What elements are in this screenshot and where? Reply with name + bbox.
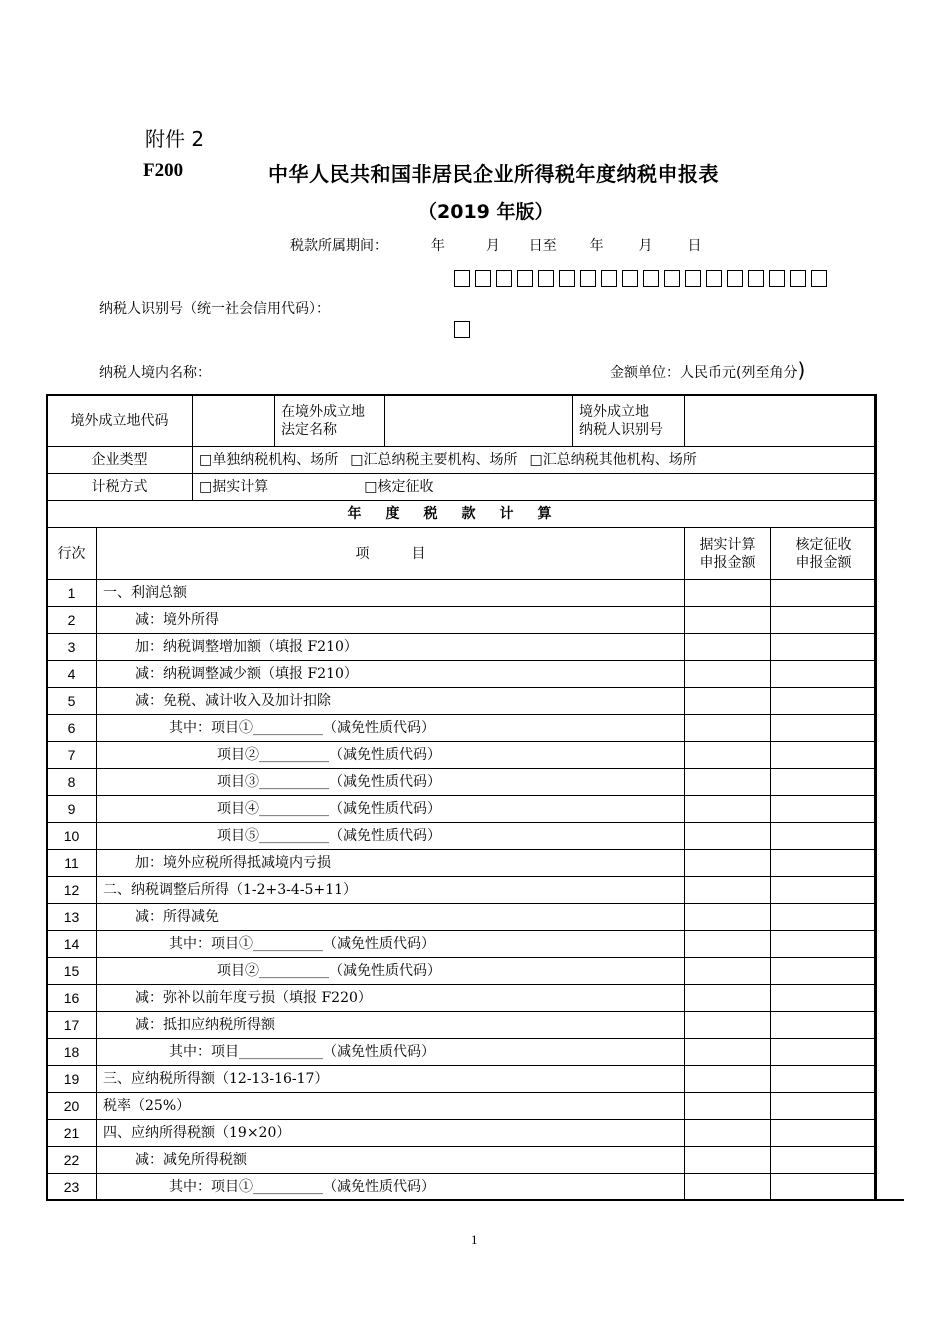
table-row <box>47 580 877 607</box>
deemed-amount-cell[interactable] <box>771 688 877 715</box>
foreign-taxid-label <box>573 395 685 447</box>
foreign-code-value[interactable] <box>193 395 275 447</box>
table-row <box>47 1012 877 1039</box>
taxpayer-id-boxes-row2[interactable] <box>454 321 475 342</box>
foreign-legal-name-label <box>275 395 385 447</box>
row-item: 加：境外应税所得抵减境内亏损 <box>97 850 685 877</box>
row-item: 减：纳税调整减少额（填报 F210） <box>97 661 685 688</box>
actual-amount-cell[interactable] <box>685 607 771 634</box>
actual-amount-cell[interactable] <box>685 742 771 769</box>
row-item: 项目③__________（减免性质代码） <box>97 769 685 796</box>
enterprise-type-single-checkbox[interactable]: □单独纳税机构、场所 <box>199 452 339 468</box>
actual-amount-cell[interactable] <box>685 877 771 904</box>
enterprise-type-options <box>193 447 877 474</box>
column-header-row <box>47 528 877 580</box>
calc-rows <box>47 580 877 1201</box>
deemed-amount-cell[interactable] <box>771 1174 877 1201</box>
row-item: 项目④__________（减免性质代码） <box>97 796 685 823</box>
table-row <box>47 850 877 877</box>
period-end-year: 年 <box>589 238 604 254</box>
tax-method-label: 计税方式 <box>47 474 193 501</box>
table-row <box>47 769 877 796</box>
id-char-box[interactable] <box>538 270 554 287</box>
section-title: 年度税款计算 <box>47 501 877 528</box>
period-end-month: 月 <box>638 238 653 254</box>
form-code: F200 <box>143 160 184 181</box>
foreign-taxid-value[interactable] <box>685 395 877 447</box>
info-row-tax-method <box>47 474 877 501</box>
period-start-month: 月 <box>485 238 500 254</box>
id-char-box[interactable] <box>580 270 596 287</box>
deemed-amount-cell[interactable] <box>771 1012 877 1039</box>
deemed-amount-cell[interactable] <box>771 931 877 958</box>
id-char-box[interactable] <box>559 270 575 287</box>
amount-unit-label <box>610 358 806 382</box>
deemed-amount-cell[interactable] <box>771 877 877 904</box>
tax-method-actual-checkbox[interactable]: □据实计算 <box>199 479 269 495</box>
taxpayer-id-boxes[interactable] <box>454 270 832 291</box>
table-row <box>47 715 877 742</box>
row-number: 11 <box>47 850 97 877</box>
table-row <box>47 796 877 823</box>
row-item: 加：纳税调整增加额（填报 F210） <box>97 634 685 661</box>
col-header-actual <box>685 528 771 580</box>
actual-amount-cell[interactable] <box>685 958 771 985</box>
table-row <box>47 661 877 688</box>
id-char-box[interactable] <box>664 270 680 287</box>
deemed-amount-cell[interactable] <box>771 1147 877 1174</box>
actual-amount-cell[interactable] <box>685 715 771 742</box>
deemed-amount-cell[interactable] <box>771 985 877 1012</box>
row-number: 13 <box>47 904 97 931</box>
actual-amount-cell[interactable] <box>685 1147 771 1174</box>
table-row <box>47 1066 877 1093</box>
table-tail-line <box>876 1199 904 1201</box>
row-item: 减：弥补以前年度亏损（填报 F220） <box>97 985 685 1012</box>
section-title-row <box>47 501 877 528</box>
id-char-box[interactable] <box>601 270 617 287</box>
deemed-amount-cell[interactable] <box>771 958 877 985</box>
foreign-legal-name-value[interactable] <box>385 395 573 447</box>
table-row <box>47 634 877 661</box>
actual-amount-cell[interactable] <box>685 634 771 661</box>
deemed-amount-cell[interactable] <box>771 715 877 742</box>
actual-amount-cell[interactable] <box>685 823 771 850</box>
deemed-amount-cell[interactable] <box>771 769 877 796</box>
tax-method-deemed-checkbox[interactable]: □核定征收 <box>364 479 434 495</box>
deemed-amount-cell[interactable] <box>771 1066 877 1093</box>
col-header-actual-1: 据实计算 <box>699 536 756 553</box>
row-item: 减：减免所得税额 <box>97 1147 685 1174</box>
actual-amount-cell[interactable] <box>685 904 771 931</box>
id-char-box[interactable] <box>496 270 512 287</box>
row-item: 减：所得减免 <box>97 904 685 931</box>
row-number: 23 <box>47 1174 97 1201</box>
id-char-box[interactable] <box>454 270 470 287</box>
tax-method-options <box>193 474 877 501</box>
row-item: 项目②__________（减免性质代码） <box>97 742 685 769</box>
row-number: 15 <box>47 958 97 985</box>
id-char-box[interactable] <box>748 270 764 287</box>
row-item: 税率（25%） <box>97 1093 685 1120</box>
period-start-day: 日至 <box>528 238 557 254</box>
row-item: 四、应纳所得税额（19×20） <box>97 1120 685 1147</box>
row-item: 二、纳税调整后所得（1-2+3-4-5+11） <box>97 877 685 904</box>
col-header-deemed <box>771 528 877 580</box>
deemed-amount-cell[interactable] <box>771 742 877 769</box>
info-row-enterprise-type <box>47 447 877 474</box>
col-header-deemed-2: 申报金额 <box>795 554 852 571</box>
actual-amount-cell[interactable] <box>685 688 771 715</box>
attachment-label: 附件 2 <box>145 127 205 151</box>
row-item: 其中：项目____________（减免性质代码） <box>97 1039 685 1066</box>
row-number: 20 <box>47 1093 97 1120</box>
actual-amount-cell[interactable] <box>685 985 771 1012</box>
declaration-table <box>46 394 877 1201</box>
deemed-amount-cell[interactable] <box>771 580 877 607</box>
actual-amount-cell[interactable] <box>685 1093 771 1120</box>
row-number: 14 <box>47 931 97 958</box>
deemed-amount-cell[interactable] <box>771 904 877 931</box>
deemed-amount-cell[interactable] <box>771 1120 877 1147</box>
row-item: 减：境外所得 <box>97 607 685 634</box>
row-number: 4 <box>47 661 97 688</box>
form-version: （2019 年版） <box>418 201 554 223</box>
deemed-amount-cell[interactable] <box>771 1093 877 1120</box>
enterprise-type-other-checkbox[interactable]: □汇总纳税其他机构、场所 <box>529 452 697 468</box>
table-row <box>47 1174 877 1201</box>
foreign-taxid-label-2: 纳税人识别号 <box>579 421 664 438</box>
row-number: 16 <box>47 985 97 1012</box>
form-title: 中华人民共和国非居民企业所得税年度纳税申报表 <box>268 162 719 186</box>
taxpayer-id-label: 纳税人识别号（统一社会信用代码）： <box>99 301 330 317</box>
actual-amount-cell[interactable] <box>685 1012 771 1039</box>
table-row <box>47 607 877 634</box>
actual-amount-cell[interactable] <box>685 580 771 607</box>
col-header-actual-2: 申报金额 <box>699 554 756 571</box>
actual-amount-cell[interactable] <box>685 931 771 958</box>
id-char-box[interactable] <box>706 270 722 287</box>
row-number: 19 <box>47 1066 97 1093</box>
period-start-year: 年 <box>430 238 445 254</box>
table-row <box>47 958 877 985</box>
actual-amount-cell[interactable] <box>685 850 771 877</box>
amount-unit-paren: ) <box>797 358 806 382</box>
deemed-amount-cell[interactable] <box>771 850 877 877</box>
foreign-legal-name-label-2: 法定名称 <box>281 421 337 438</box>
id-char-box[interactable] <box>517 270 533 287</box>
id-char-box[interactable] <box>790 270 806 287</box>
foreign-legal-name-label-1: 在境外成立地 <box>281 403 365 420</box>
table-row <box>47 1120 877 1147</box>
row-number: 7 <box>47 742 97 769</box>
enterprise-type-label: 企业类型 <box>47 447 193 474</box>
deemed-amount-cell[interactable] <box>771 1039 877 1066</box>
id-char-box[interactable] <box>475 270 491 287</box>
row-item: 三、应纳税所得额（12-13-16-17） <box>97 1066 685 1093</box>
row-number: 3 <box>47 634 97 661</box>
id-char-box[interactable] <box>454 321 470 338</box>
id-char-box[interactable] <box>811 270 827 287</box>
actual-amount-cell[interactable] <box>685 1039 771 1066</box>
deemed-amount-cell[interactable] <box>771 661 877 688</box>
tax-period-label: 税款所属期间： <box>290 238 388 254</box>
row-item: 项目②__________（减免性质代码） <box>97 958 685 985</box>
row-number: 17 <box>47 1012 97 1039</box>
deemed-amount-cell[interactable] <box>771 823 877 850</box>
row-number: 5 <box>47 688 97 715</box>
id-char-box[interactable] <box>622 270 638 287</box>
amount-unit-text: 金额单位：人民币元(列至角分 <box>610 365 798 381</box>
table-row <box>47 985 877 1012</box>
row-number: 12 <box>47 877 97 904</box>
row-number: 10 <box>47 823 97 850</box>
row-number: 9 <box>47 796 97 823</box>
foreign-code-label: 境外成立地代码 <box>47 395 193 447</box>
enterprise-type-main-checkbox[interactable]: □汇总纳税主要机构、场所 <box>350 452 518 468</box>
foreign-taxid-label-1: 境外成立地 <box>579 403 650 420</box>
actual-amount-cell[interactable] <box>685 769 771 796</box>
row-item: 项目⑤__________（减免性质代码） <box>97 823 685 850</box>
info-row-foreign <box>47 395 877 447</box>
table-row <box>47 688 877 715</box>
row-number: 1 <box>47 580 97 607</box>
table-row <box>47 1093 877 1120</box>
table-row <box>47 877 877 904</box>
row-number: 2 <box>47 607 97 634</box>
table-row <box>47 823 877 850</box>
table-row <box>47 1147 877 1174</box>
id-char-box[interactable] <box>769 270 785 287</box>
deemed-amount-cell[interactable] <box>771 634 877 661</box>
row-number: 21 <box>47 1120 97 1147</box>
col-header-item: 项 目 <box>97 528 685 580</box>
table-row <box>47 742 877 769</box>
row-number: 18 <box>47 1039 97 1066</box>
period-end-day: 日 <box>687 238 702 254</box>
actual-amount-cell[interactable] <box>685 1066 771 1093</box>
row-item: 减：免税、减计收入及加计扣除 <box>97 688 685 715</box>
row-number: 6 <box>47 715 97 742</box>
row-item: 其中：项目①__________（减免性质代码） <box>97 931 685 958</box>
taxpayer-name-label: 纳税人境内名称： <box>99 365 211 381</box>
table-row <box>47 1039 877 1066</box>
row-number: 8 <box>47 769 97 796</box>
actual-amount-cell[interactable] <box>685 1120 771 1147</box>
row-item: 一、利润总额 <box>97 580 685 607</box>
table-row <box>47 931 877 958</box>
tax-period <box>290 235 701 255</box>
deemed-amount-cell[interactable] <box>771 607 877 634</box>
row-item: 其中：项目①__________（减免性质代码） <box>97 1174 685 1201</box>
id-char-box[interactable] <box>727 270 743 287</box>
col-header-deemed-1: 核定征收 <box>795 536 852 553</box>
table-row <box>47 904 877 931</box>
id-char-box[interactable] <box>685 270 701 287</box>
col-header-row-no: 行次 <box>47 528 97 580</box>
actual-amount-cell[interactable] <box>685 796 771 823</box>
page-number: 1 <box>471 1232 478 1247</box>
row-item: 其中：项目①__________（减免性质代码） <box>97 715 685 742</box>
row-item: 减：抵扣应纳税所得额 <box>97 1012 685 1039</box>
actual-amount-cell[interactable] <box>685 1174 771 1201</box>
id-char-box[interactable] <box>643 270 659 287</box>
actual-amount-cell[interactable] <box>685 661 771 688</box>
deemed-amount-cell[interactable] <box>771 796 877 823</box>
row-number: 22 <box>47 1147 97 1174</box>
